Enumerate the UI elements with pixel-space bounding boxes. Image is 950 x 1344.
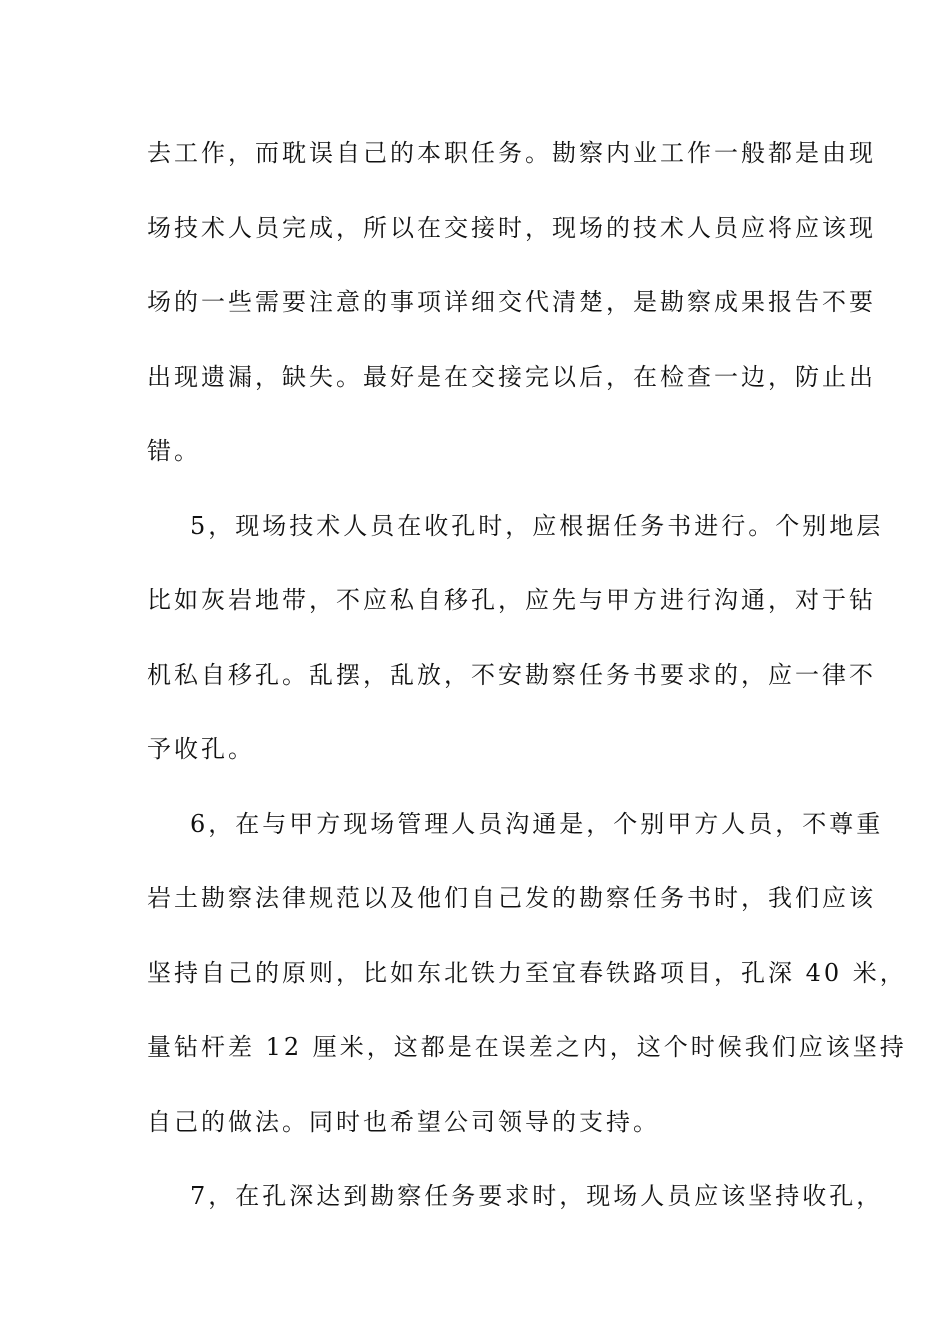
paragraph-line: 5，现场技术人员在收孔时，应根据任务书进行。个别地层	[190, 512, 884, 540]
paragraph-line: 予收孔。	[147, 735, 255, 763]
paragraph-line: 去工作，而耽误自己的本职任务。勘察内业工作一般都是由现	[147, 139, 876, 167]
paragraph-line: 机私自移孔。乱摆，乱放，不安勘察任务书要求的，应一律不	[147, 661, 876, 689]
paragraph-line: 岩土勘察法律规范以及他们自己发的勘察任务书时，我们应该	[147, 884, 876, 912]
paragraph-line: 比如灰岩地带，不应私自移孔，应先与甲方进行沟通，对于钻	[147, 586, 876, 614]
paragraph-line: 6，在与甲方现场管理人员沟通是，个别甲方人员，不尊重	[190, 810, 884, 838]
paragraph-line: 错。	[147, 437, 201, 465]
paragraph-line: 坚持自己的原则，比如东北铁力至宜春铁路项目，孔深 40 米，	[147, 959, 907, 987]
paragraph-line: 自己的做法。同时也希望公司领导的支持。	[147, 1108, 660, 1136]
paragraph-line: 7，在孔深达到勘察任务要求时，现场人员应该坚持收孔，	[190, 1182, 884, 1210]
paragraph-line: 场技术人员完成，所以在交接时，现场的技术人员应将应该现	[147, 214, 876, 242]
paragraph-line: 出现遗漏，缺失。最好是在交接完以后，在检查一边，防止出	[147, 363, 876, 391]
paragraph-line: 场的一些需要注意的事项详细交代清楚，是勘察成果报告不要	[147, 288, 876, 316]
paragraph-line: 量钻杆差 12 厘米，这都是在误差之内，这个时候我们应该坚持	[147, 1033, 907, 1061]
